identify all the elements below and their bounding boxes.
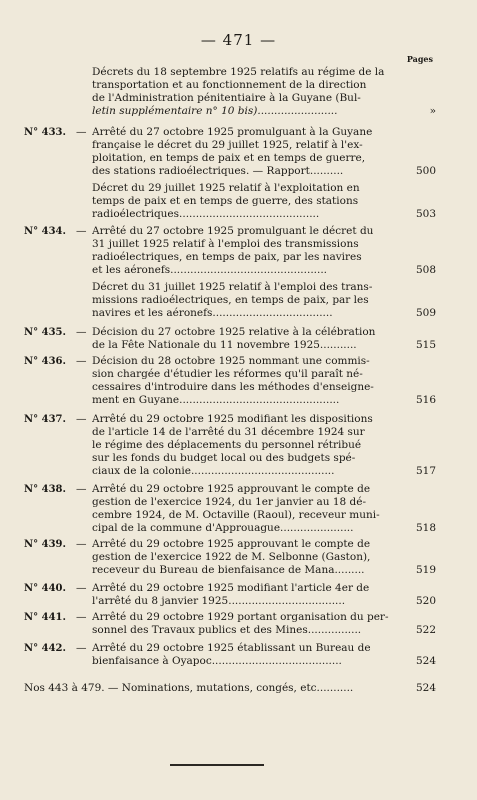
entry-line: sur les fonds du budget local ou des budgets spé- — [92, 452, 356, 464]
entry-line: de l'Administration pénitentiaire à la Guyane (Bul- — [92, 92, 361, 104]
toc-entry — [0, 126, 477, 178]
entry-line: bienfaisance à Oyapoc....................................... — [92, 655, 342, 667]
entry-line: le régime des déplacements du personnel rétribué — [92, 439, 362, 451]
entry-page: 524 — [415, 655, 436, 667]
entry-line: Décret du 29 juillet 1925 relatif à l'exploitation en — [92, 182, 360, 194]
closing-rule — [170, 764, 264, 766]
entry-number: N° 436. — [24, 356, 66, 367]
entry-line: française le décret du 29 juillet 1925, relatif à l'ex- — [92, 139, 363, 151]
entry-line: radioélectriques, en temps de paix, par les navires — [92, 251, 362, 263]
entry-line: cembre 1924, de M. Octaville (Raoul), receveur muni- — [92, 509, 380, 521]
entry-number: N° 440. — [24, 583, 66, 594]
entry-text — [92, 66, 428, 118]
toc-entry — [0, 682, 477, 695]
entry-number: N° 433. — [24, 127, 66, 138]
entry-number: N° 437. — [24, 414, 66, 425]
entry-text — [92, 126, 428, 178]
entry-line: ment en Guyane................................................ — [92, 394, 340, 406]
entry-line: temps de paix et en temps de guerre, des stations — [92, 195, 359, 207]
entry-line: cipal de la commune d'Approuague...................... — [92, 522, 354, 534]
entry-line: cessaires d'introduire dans les méthodes d'enseigne- — [92, 381, 374, 393]
entry-text — [24, 682, 404, 695]
entry-line: receveur du Bureau de bienfaisance de Mana......... — [92, 564, 365, 576]
entry-text — [92, 538, 428, 577]
entry-number: N° 434. — [24, 226, 66, 237]
entry-dash: — — [76, 225, 87, 237]
entry-text — [92, 611, 428, 637]
entry-text — [92, 182, 428, 221]
entry-number: N° 442. — [24, 643, 66, 654]
entry-page: » — [429, 105, 436, 117]
entry-dash: — — [76, 538, 87, 550]
entry-line: navires et les aéronefs.................................... — [92, 307, 333, 319]
entry-page: 517 — [415, 465, 436, 477]
entry-line: Décision du 28 octobre 1925 nommant une commis- — [92, 355, 370, 367]
entry-line: Arrêté du 29 octobre 1925 approuvant le compte de — [92, 538, 371, 550]
entry-line: Arrêté du 29 octobre 1925 modifiant les dispositions — [92, 413, 373, 425]
toc-entry — [0, 182, 477, 221]
entry-page: 518 — [415, 522, 436, 534]
toc-entry — [0, 483, 477, 535]
entry-line: Nos 443 à 479. — Nominations, mutations, congés, etc........... — [24, 682, 354, 694]
entry-number: N° 441. — [24, 612, 66, 623]
toc-entry — [0, 66, 477, 118]
entry-line: des stations radioélectriques. — Rapport.......... — [92, 165, 344, 177]
toc-entry — [0, 642, 477, 668]
entry-text — [92, 355, 428, 407]
entry-line: letin supplémentaire n° 10 bis)........................ — [92, 105, 338, 117]
entry-number: N° 438. — [24, 484, 66, 495]
entry-dash: — — [76, 126, 87, 138]
entry-line: Arrêté du 27 octobre 1925 promulguant à la Guyane — [92, 126, 373, 138]
page-number: — 471 — — [200, 31, 277, 49]
entry-line: sion chargée d'étudier les réformes qu'il paraît né- — [92, 368, 363, 380]
entry-line: sonnel des Travaux publics et des Mines................ — [92, 624, 362, 636]
entry-text — [92, 483, 428, 535]
entry-line: gestion de l'exercice 1924, du 1er janvier au 18 dé- — [92, 496, 367, 508]
entry-number: N° 439. — [24, 539, 66, 550]
entry-page: 500 — [415, 165, 436, 177]
entry-line: Arrêté du 29 octobre 1925 établissant un Bureau de — [92, 642, 371, 654]
entry-dash: — — [76, 582, 87, 594]
entry-text — [92, 413, 428, 478]
toc-entry — [0, 611, 477, 637]
entry-dash: — — [76, 355, 87, 367]
entry-line: Arrêté du 29 octobre 1925 approuvant le compte de — [92, 483, 371, 495]
entry-page: 524 — [415, 682, 436, 694]
entry-text — [92, 281, 428, 320]
entry-page: 508 — [415, 264, 436, 276]
entry-line: ciaux de la colonie........................................... — [92, 465, 335, 477]
entry-number: N° 435. — [24, 327, 66, 338]
entry-line: et les aéronefs............................................... — [92, 264, 328, 276]
entry-dash: — — [76, 642, 87, 654]
entry-line: ploitation, en temps de paix et en temps de guerre, — [92, 152, 366, 164]
entry-text — [92, 582, 428, 608]
entry-page: 503 — [415, 208, 436, 220]
entry-dash: — — [76, 611, 87, 623]
entry-page: 516 — [415, 394, 436, 406]
toc-entry — [0, 355, 477, 407]
entry-line: Décision du 27 octobre 1925 relative à la célébration — [92, 326, 376, 338]
entry-line: de l'article 14 de l'arrêté du 31 décembre 1924 sur — [92, 426, 365, 438]
entry-line: gestion de l'exercice 1922 de M. Selbonne (Gaston), — [92, 551, 371, 563]
toc-entry — [0, 538, 477, 577]
entry-line: Arrêté du 29 octobre 1929 portant organisation du per- — [92, 611, 389, 623]
entry-line: Arrêté du 29 octobre 1925 modifiant l'article 4er de — [92, 582, 370, 594]
toc-entry — [0, 582, 477, 608]
entry-line: radioélectriques.......................................... — [92, 208, 320, 220]
entry-dash: — — [76, 413, 87, 425]
entry-line: missions radioélectriques, en temps de paix, par les — [92, 294, 369, 306]
entry-page: 519 — [415, 564, 436, 576]
entry-page: 520 — [415, 595, 436, 607]
entry-line: de la Fête Nationale du 11 novembre 1925........... — [92, 339, 357, 351]
entry-page: 522 — [415, 624, 436, 636]
entry-line: l'arrêté du 8 janvier 1925................................... — [92, 595, 346, 607]
entry-dash: — — [76, 483, 87, 495]
toc-entry — [0, 225, 477, 277]
toc-entry — [0, 326, 477, 352]
entry-line: transportation et au fonctionnement de la direction — [92, 79, 367, 91]
entry-line: Arrêté du 27 octobre 1925 promulguant le décret du — [92, 225, 374, 237]
entry-text — [92, 326, 428, 352]
entry-page: 509 — [415, 307, 436, 319]
entry-line: Décret du 31 juillet 1925 relatif à l'emploi des trans- — [92, 281, 373, 293]
entry-dash: — — [76, 326, 87, 338]
entry-line: 31 juillet 1925 relatif à l'emploi des transmissions — [92, 238, 359, 250]
entry-text — [92, 225, 428, 277]
toc-entry — [0, 281, 477, 320]
pages-column-label: Pages — [406, 54, 433, 64]
entry-page: 515 — [415, 339, 436, 351]
entry-text — [92, 642, 428, 668]
toc-entry — [0, 413, 477, 478]
entry-line: Décrets du 18 septembre 1925 relatifs au régime de la — [92, 66, 385, 78]
